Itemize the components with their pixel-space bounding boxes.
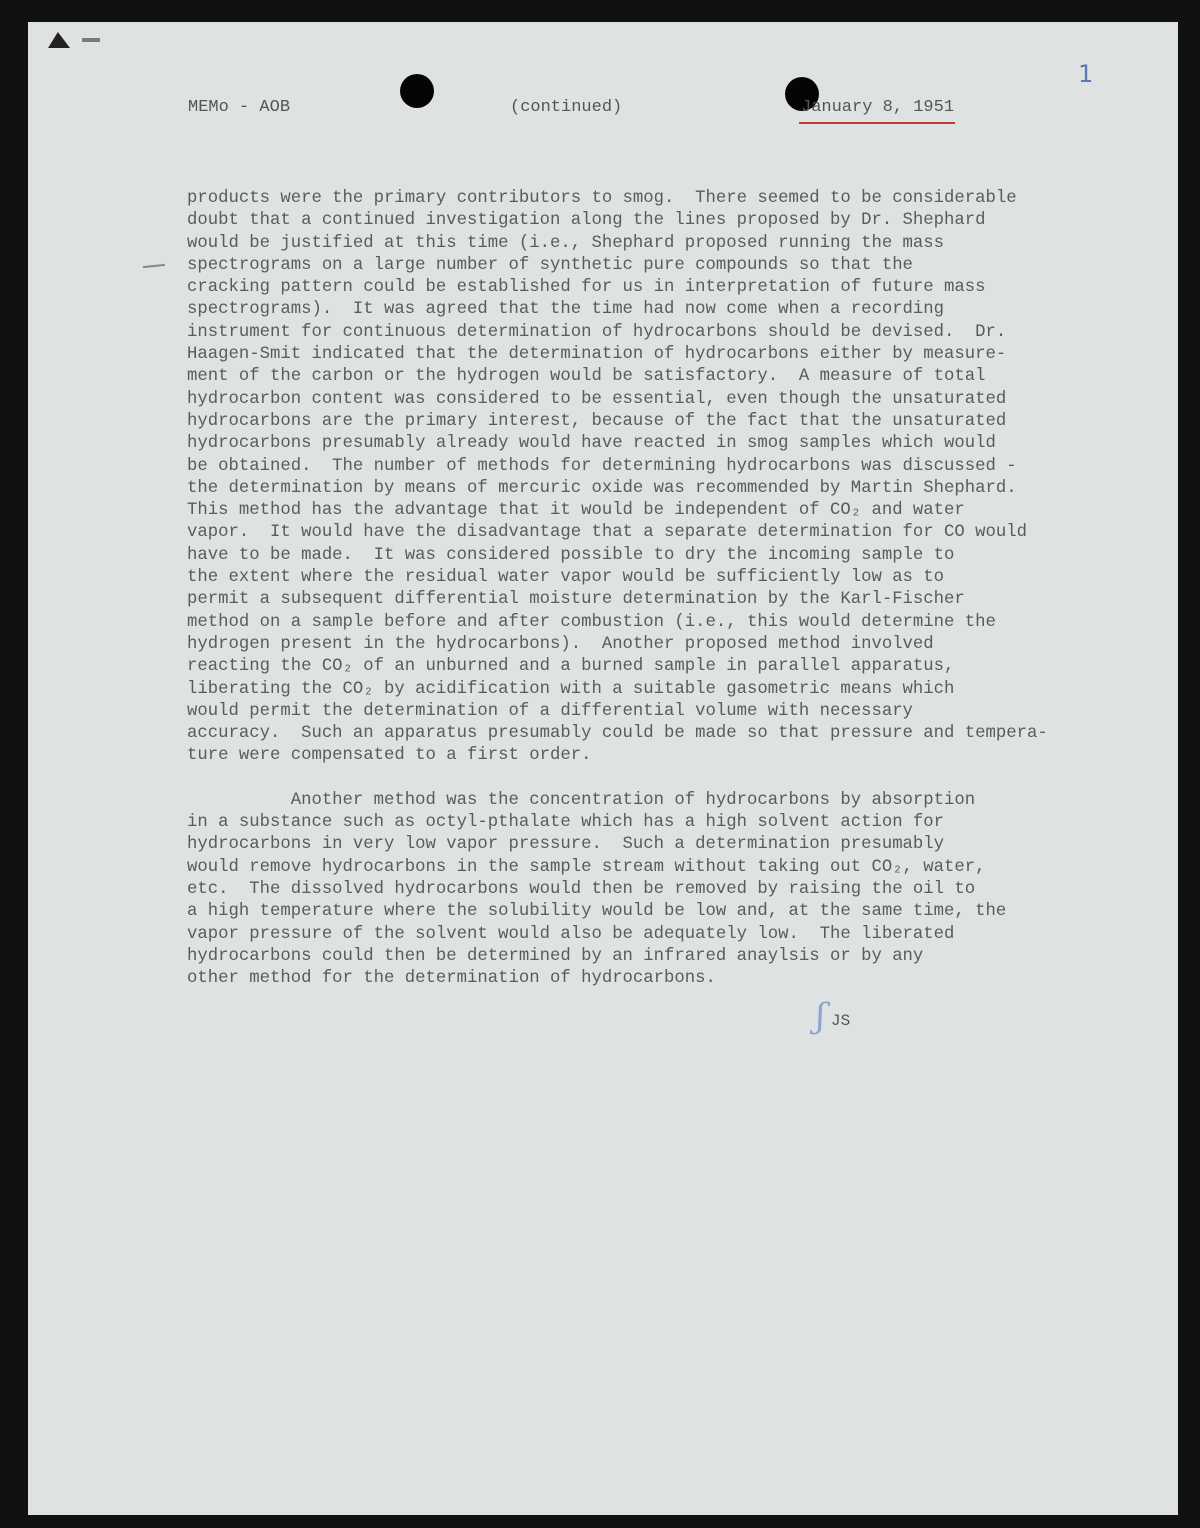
memo-reference: MEMo - AOB — [188, 98, 291, 117]
text-line: in a substance such as octyl-pthalate which has a high solvent action for — [187, 813, 945, 833]
text-line: hydrogen present in the hydrocarbons). Another proposed method involved — [187, 634, 934, 654]
text-line: Haagen-Smit indicated that the determination of hydrocarbons either by measure- — [187, 345, 1007, 365]
typed-initials: JS — [831, 1012, 851, 1030]
text-line: spectrograms on a large number of synthetic pure compounds so that the — [187, 255, 913, 275]
text-line: have to be made. It was considered possible to dry the incoming sample to — [187, 545, 955, 565]
text-line: hydrocarbons could then be determined by an infrared anaylsis or by any — [187, 946, 924, 966]
text-line: products were the primary contributors to smog. There seemed to be considerable — [187, 189, 1017, 208]
paragraph-1 — [187, 188, 1147, 768]
text-line: would remove hydrocarbons in the sample stream without taking out CO₂, water, — [187, 857, 986, 877]
text-line: hydrocarbons presumably already would have reacted in smog samples which would — [187, 434, 996, 454]
text-line: vapor. It would have the disadvantage that a separate determination for CO would — [187, 523, 1028, 543]
text-line: etc. The dissolved hydrocarbons would then be removed by raising the oil to — [187, 879, 976, 899]
text-line: hydrocarbons are the primary interest, because of the fact that the unsaturated — [187, 411, 1007, 431]
text-line: hydrocarbon content was considered to be essential, even though the unsaturated — [187, 389, 1007, 409]
text-line: ture were compensated to a first order. — [187, 746, 592, 766]
text-line: method on a sample before and after combustion (i.e., this would determine the — [187, 612, 996, 632]
text-line: the extent where the residual water vapor would be sufficiently low as to — [187, 568, 945, 588]
corner-smudge-mark — [82, 38, 100, 42]
text-line: be obtained. The number of methods for determining hydrocarbons was discussed - — [187, 456, 1017, 476]
text-line: doubt that a continued investigation along the lines proposed by Dr. Shephard — [187, 211, 986, 231]
handwritten-page-number: 1 — [1078, 60, 1094, 88]
memo-date: January 8, 1951 — [801, 98, 955, 117]
text-line: the determination by means of mercuric oxide was recommended by Martin Shephard. — [187, 478, 1017, 498]
text-line: vapor pressure of the solvent would also be adequately low. The liberated — [187, 924, 955, 944]
text-line: ment of the carbon or the hydrogen would be satisfactory. A measure of total — [187, 367, 986, 387]
continued-label: (continued) — [510, 98, 623, 117]
text-line: This method has the advantage that it would be independent of CO₂ and water — [187, 501, 965, 521]
text-line: Another method was the concentration of hydrocarbons by absorption — [187, 790, 976, 810]
text-line: hydrocarbons in very low vapor pressure. Such a determination presumably — [187, 835, 945, 855]
paragraph-2 — [187, 790, 1147, 991]
text-line: other method for the determination of hydrocarbons. — [187, 969, 716, 989]
paragraph-gap — [187, 768, 1147, 790]
date-underline — [799, 122, 955, 124]
memo-page — [28, 22, 1178, 1515]
binder-hole-left — [400, 74, 434, 108]
text-line: permit a subsequent differential moisture determination by the Karl-Fischer — [187, 590, 965, 610]
memo-body — [187, 188, 1147, 990]
text-line: cracking pattern could be established for us in interpretation of future mass — [187, 278, 986, 298]
text-line: reacting the CO₂ of an unburned and a burned sample in parallel apparatus, — [187, 657, 955, 677]
text-line: spectrograms). It was agreed that the time had now come when a recording — [187, 300, 945, 320]
margin-pencil-mark — [143, 264, 165, 268]
text-line: instrument for continuous determination of hydrocarbons should be devised. Dr. — [187, 322, 1007, 342]
corner-tab-mark — [48, 32, 70, 48]
text-line: a high temperature where the solubility would be low and, at the same time, the — [187, 902, 1007, 922]
text-line: would permit the determination of a differential volume with necessary — [187, 701, 913, 721]
text-line: would be justified at this time (i.e., Shephard proposed running the mass — [187, 233, 945, 253]
text-line: liberating the CO₂ by acidification with a suitable gasometric means which — [187, 679, 955, 699]
handwritten-signature-mark: ʃ — [816, 996, 826, 1036]
text-line: accuracy. Such an apparatus presumably could be made so that pressure and tempera- — [187, 724, 1048, 744]
